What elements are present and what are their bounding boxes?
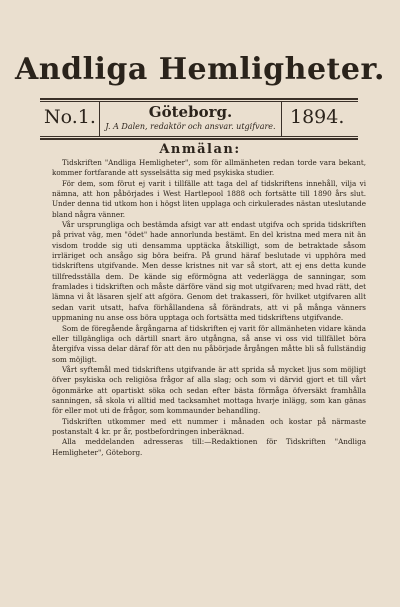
paragraph-6: Tidskriften utkommer med ett nummer i månaden och kostar på närmaste postanstalt 4 kr. pr år, postbefordringen inberäknad.: [52, 416, 366, 436]
header-rule-bottom: [40, 138, 358, 140]
paragraph-5: Vårt syftemål med tidskriftens utgifvande är att sprida så mycket ljus som möjligt öfver psykiska och religiösa frågor af alla slag; och som vi därvid gjort et till vårt ögonmärke att opartiskt söka och sedan efter bästa förmåga öfversäkt framhålla sanningen, så skola vi alltid med tacksamhet mottaga hvarje inlägg, som kan gänas för eller mot uti de frågor, som kommaunder behandling.: [52, 364, 366, 416]
publication-year: 1894.: [290, 106, 345, 128]
publication-city: Göteborg.: [148, 103, 233, 121]
header-rule-top: [40, 98, 358, 100]
paragraph-7: Alla meddelanden adresseras till:—Redaktionen för Tidskriften "Andliga Hemligheter", Göteborg.: [52, 437, 366, 457]
paragraph-4: Som de föregående årgångarna af tidskriften ej varit för allmänheten vidare kända eller tillgängliga och därtill snart äro utgångna, så anse vi oss vid tillfället böra återgifva vissa delar däraf för att den nu påbörjade årgången måtte bli så fullständig som möjligt.: [52, 323, 366, 364]
editor-line: J. A Dalen, redaktör och ansvar. utgifvare.: [105, 122, 276, 131]
header-rule-bottom-thin: [40, 136, 358, 137]
paragraph-1: Tidskriften "Andliga Hemligheter", som för allmänheten redan torde vara bekant, kommer fortfarande att sysselsätta sig med psykiska studier.: [52, 158, 366, 178]
announcement-heading: Anmälan:: [159, 142, 241, 157]
paragraph-2: För dem, som förut ej varit i tillfälle att taga del af tidskriftens innehåll, vilja vi nämna, att hon påbörjades i West Hartlepool 1888 och fortsätte till 1890 års slut. Under denna tid utkom hon i högst liten upplaga och cirkulerades nästan uteslutande bland några vänner.: [52, 178, 366, 219]
issue-number: No.1.: [44, 106, 96, 128]
masthead-title: Andliga Hemligheter.: [15, 52, 385, 87]
paragraph-3: Vår ursprungliga och bestämda afsigt var att endast utgifva och sprida tidskriften på privat väg, men "ödet" hade annorlunda bestämt. En del kristna med mera nit än visdom trodde sig uti densamma upptäcka åtskilligt, som de betraktade såsom irrläriget och ansågo sig böra beifra. På grund häraf beslutade vi upphöra med tidskriftens utgifvande. Men desse kristnes nit var så stort, att ej ens detta kunde tillfredsställa dem. De kände sig eförmögna att vederlägga de sanningar, som framlades i tidskriften och måste därföre vänd sig mot utgifvaren; med hvad rätt, det lämna vi åt läsaren sjelf att afgöra. Genom det trakasseri, för hvilket utgifvaren allt sedan varit utsatt, hafva förhållandena så förändrats, att vi på många vänners uppmaning nu anse oss böra upptaga och fortsätta med tidskriftens utgifvande.: [52, 220, 366, 323]
announcement-body: [52, 158, 366, 458]
header-rule-top-thin: [40, 101, 358, 102]
header-divider-right: [281, 102, 282, 136]
